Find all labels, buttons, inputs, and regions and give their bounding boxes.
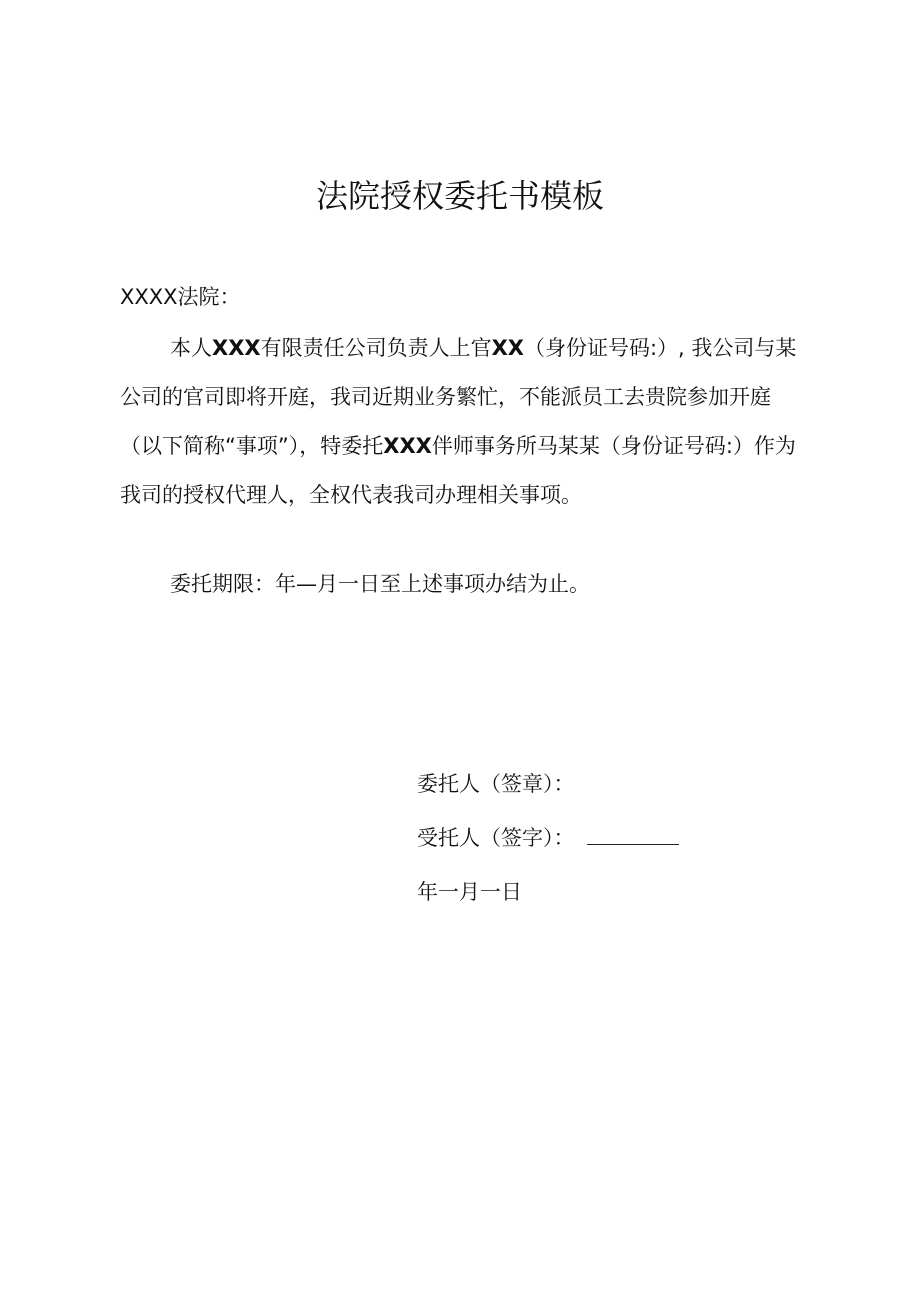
principal-label: 委托人（签章）： bbox=[417, 772, 575, 796]
signature-block bbox=[417, 764, 679, 926]
agent-label: 受托人（签字）： bbox=[417, 826, 575, 850]
law-firm-placeholder: XXX bbox=[383, 434, 432, 458]
body-text-1: 本人 bbox=[170, 336, 212, 360]
body-text-3: （身份证号码:）, 我公司与某公司的官司即将开庭，我司近期业务繁忙，不能派员工去贵院参加开庭（以下简称“事项”），特委托 bbox=[120, 336, 797, 458]
agent-signature-line bbox=[417, 818, 679, 858]
entrustment-term: 委托期限：年—月一日至上述事项办结为止。 bbox=[170, 572, 590, 596]
date-label: 年一月一日 bbox=[417, 880, 522, 904]
company-placeholder: XXX bbox=[212, 336, 261, 360]
body-text-2: 有限责任公司负责人上官 bbox=[260, 336, 492, 360]
body-text-4: 伴师事务所马某某（身份证号码:）作为我司的授权代理人，全权代表我司办理相关事项。 bbox=[120, 434, 796, 507]
principal-signature-line bbox=[417, 764, 679, 804]
signature-blank bbox=[587, 818, 679, 845]
salutation: XXXX法院： bbox=[120, 285, 241, 309]
date-line bbox=[417, 872, 679, 912]
body-paragraph bbox=[120, 324, 810, 520]
document-title: 法院授权委托书模板 bbox=[315, 177, 604, 215]
person-placeholder: XX bbox=[491, 336, 524, 360]
